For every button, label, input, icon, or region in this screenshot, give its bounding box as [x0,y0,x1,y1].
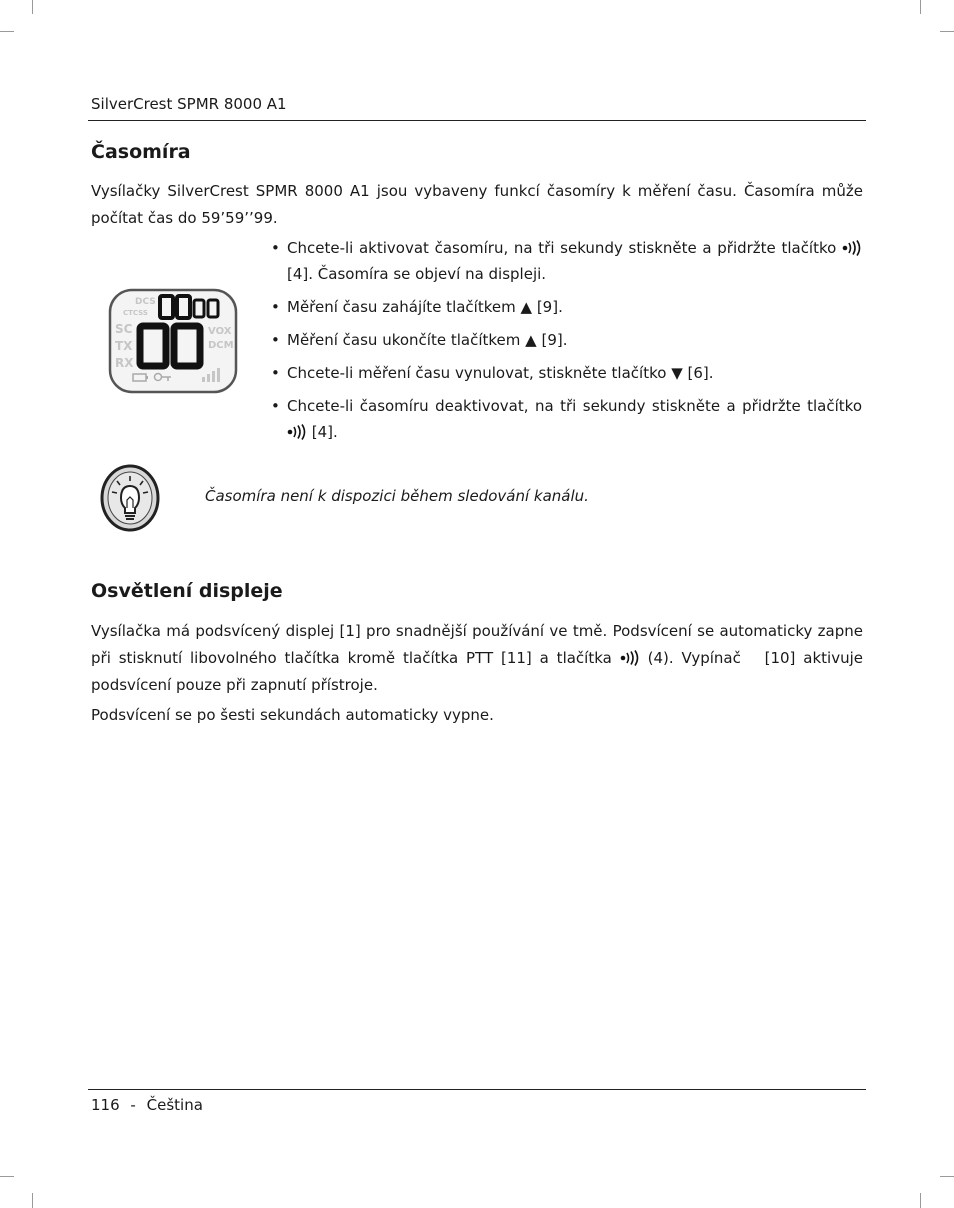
signal-icon [842,240,862,256]
footer-rule [88,1089,866,1090]
lcd-label-ctcss: CTCSS [123,309,148,317]
page-number: 116 [91,1096,120,1114]
lcd-label-dcm: DCM [208,340,234,351]
lcd-label-sc: SC [115,322,133,336]
timer-intro-paragraph: Vysílačky SilverCrest SPMR 8000 A1 jsou vybaveny funkcí časomíry k měření času. Časomíra může počítat čas do 59’59’’99. [91,182,863,227]
crop-mark [940,1176,954,1177]
triangle-down-icon: ▼ [671,364,683,382]
section-title-display-backlight: Osvětlení displeje [91,580,283,602]
backlight-paragraph: Vysílačka má podsvícený displej [1] pro snadnější používání ve tmě. Podsvícení se automaticky zapne při stisknutí libovolného tlačítka kromě tlačítka PTT [11] a tlačítka (4). Vypínač [10] aktivuje podsvícení pouze při zapnutí přístroje. [91,622,863,694]
header-rule [88,120,866,121]
backlight-auto-off-paragraph: Podsvícení se po šesti sekundách automaticky vypne. [91,706,494,724]
section-title-timer: Časomíra [91,141,191,163]
crop-mark [32,1193,33,1208]
lightbulb-tip-icon [100,464,160,536]
crop-mark [920,0,921,14]
list-item: • Chcete-li měření času vynulovat, stiskněte tlačítko ▼ [6]. [271,364,714,382]
list-item: • Měření času ukončíte tlačítkem ▲ [9]. [271,331,568,349]
footer-language: Čeština [146,1096,203,1114]
triangle-up-icon: ▲ [520,298,533,316]
list-item: • Chcete-li časomíru deaktivovat, na tři sekundy stiskněte a přidržte tlačítko [4]. [271,397,862,441]
crop-mark [920,1193,921,1208]
lcd-label-rx: RX [115,356,134,370]
signal-icon [620,650,640,666]
timer-instructions-list [270,235,862,452]
lcd-label-vox: VOX [208,326,232,337]
running-header: SilverCrest SPMR 8000 A1 [91,95,287,113]
crop-mark [0,31,14,32]
page-footer: 116 - Čeština [91,1096,203,1114]
list-item: • Chcete-li aktivovat časomíru, na tři sekundy stiskněte a přidržte tlačítko [4]. Časomíra se objeví na displeji. [270,235,862,287]
triangle-up-icon: ▲ [525,331,537,349]
crop-mark [940,31,954,32]
lcd-label-tx: TX [115,339,133,353]
list-item: • Měření času zahájíte tlačítkem ▲ [9]. [271,298,563,316]
crop-mark [32,0,33,14]
tip-note: Časomíra není k dispozici během sledování kanálu. [205,487,589,505]
lcd-display-illustration [108,288,238,398]
signal-icon [287,424,307,440]
crop-mark [0,1176,14,1177]
lcd-label-dcs: DCS [135,297,156,307]
